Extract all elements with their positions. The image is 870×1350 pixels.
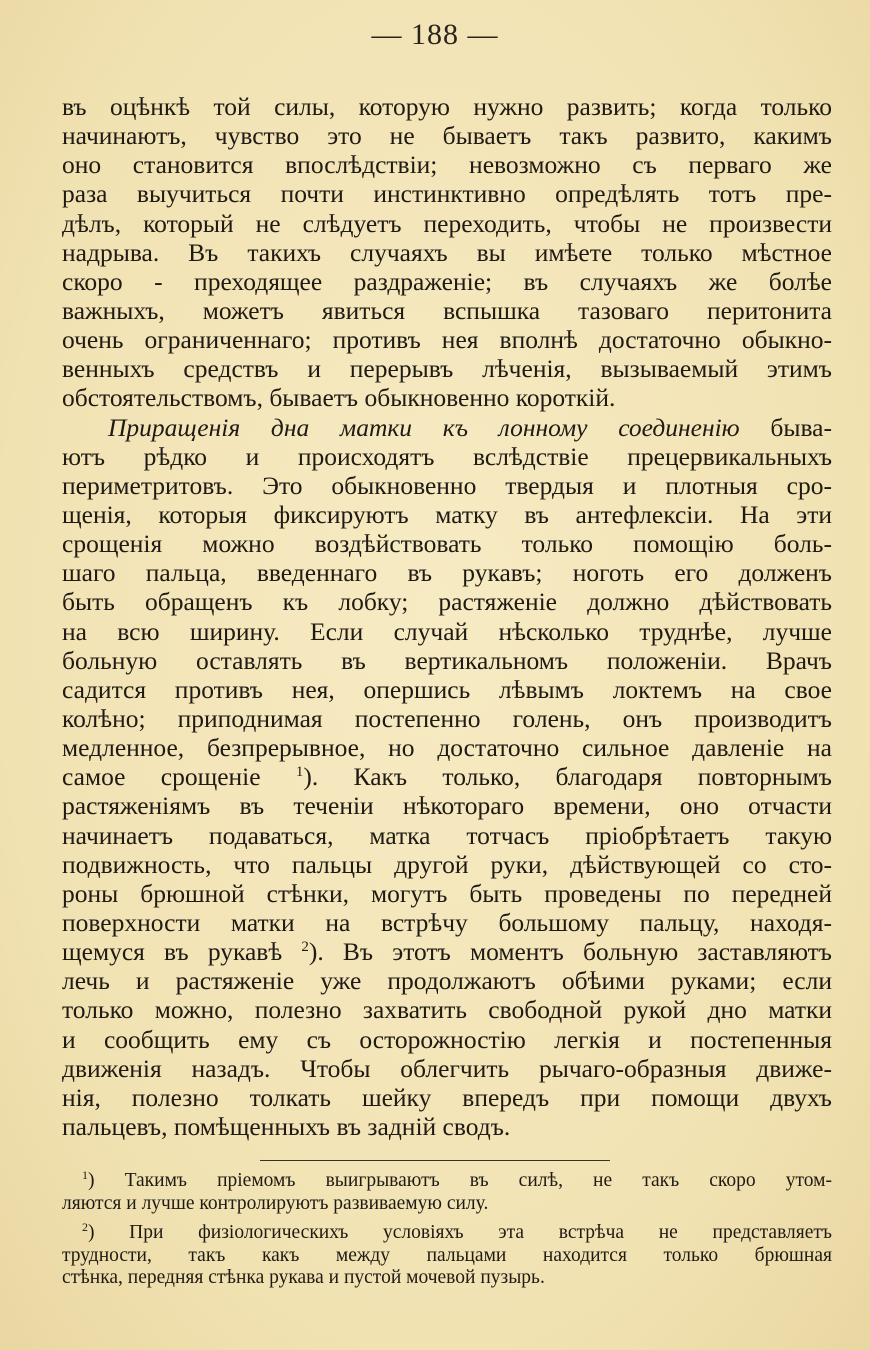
- text-line: щенія, которыя фиксируютъ матку въ антефлексіи. На эти: [62, 499, 832, 529]
- text-line: быть обращенъ къ лобку; растяженіе должно дѣйствовать: [62, 587, 832, 617]
- paragraph-1: [62, 92, 832, 413]
- text-fragment: самое срощеніе: [62, 762, 296, 792]
- footnote-1: [62, 1170, 832, 1193]
- footnote-divider: [260, 1160, 610, 1161]
- text-line: и сообщить ему съ осторожностію легкія и постепенныя: [62, 1024, 832, 1054]
- text-line: садится противъ нея, опершись лѣвымъ локтемъ на свое: [62, 674, 832, 704]
- text-line: движенія назадъ. Чтобы облегчить рычаго-образныя движе-: [62, 1053, 832, 1083]
- section-heading-italic: Приращенія дна матки къ лонному соединенію: [108, 412, 740, 442]
- text-line: пальцевъ, помѣщенныхъ въ задній сводъ.: [62, 1111, 511, 1141]
- text-fragment: быва-: [739, 412, 832, 442]
- text-fragment: ) Такимъ пріемомъ выигрываютъ въ силѣ, не такъ скоро утом-: [88, 1170, 832, 1191]
- text-line: дѣлъ, который не слѣдуетъ переходить, чтобы не произвести: [62, 208, 832, 238]
- text-line: въ оцѣнкѣ той силы, которую нужно развить; когда только: [62, 92, 832, 121]
- footnote-2-line: трудности, такъ какъ между пальцами находится только брюшная: [62, 1244, 832, 1266]
- text-line: шаго пальца, введеннаго въ рукавъ; ноготь его долженъ: [62, 558, 832, 588]
- footnote-ref-2[interactable]: 2: [301, 939, 309, 956]
- footnote-1-mark: 1: [82, 1170, 88, 1182]
- text-line: скоро - преходящее раздраженіе; въ случаяхъ же болѣе: [62, 266, 832, 296]
- text-line: начинаетъ подаваться, матка тотчасъ пріобрѣтаетъ такую: [62, 820, 832, 850]
- text-line: ютъ рѣдко и происходятъ вслѣдствіе прецервикальныхъ: [62, 441, 832, 471]
- footnote-2-line: стѣнка, передняя стѣнка рукава и пустой мочевой пузырь.: [62, 1267, 545, 1288]
- text-line: [62, 762, 832, 791]
- text-line: колѣно; приподнимая постепенно голень, онъ производитъ: [62, 703, 832, 733]
- text-fragment: щемуся въ рукавѣ: [62, 937, 302, 967]
- text-line: важныхъ, можетъ явиться вспышка тазоваго перитонита: [62, 295, 832, 325]
- text-fragment: ). Какъ только, благодаря повторнымъ: [303, 762, 832, 792]
- text-line: [62, 413, 832, 442]
- text-line: начинаютъ, чувство это не бываетъ такъ развито, какимъ: [62, 121, 832, 151]
- page-number: — 188 —: [371, 18, 499, 51]
- main-text: [62, 92, 832, 1141]
- text-line: больную оставлять въ вертикальномъ положеніи. Врачъ: [62, 645, 832, 675]
- text-line: срощенія можно воздѣйствовать только помощію боль-: [62, 529, 832, 559]
- text-line: поверхности матки на встрѣчу большому пальцу, находя-: [62, 907, 832, 937]
- text-line: роны брюшной стѣнки, могутъ быть проведены по передней: [62, 878, 832, 908]
- text-line: оно становится впослѣдствіи; невозможно съ перваго же: [62, 150, 832, 180]
- footnotes: [62, 1170, 832, 1290]
- paragraph-2: [62, 413, 832, 1142]
- text-line: раза выучиться почти инстинктивно опредѣлять тотъ пре-: [62, 179, 832, 209]
- footnote-1-line: ляются и лучше контролируютъ развиваемую силу.: [62, 1192, 489, 1214]
- text-fragment: ) При физіологическихъ условіяхъ эта встрѣча не представляетъ: [88, 1222, 832, 1243]
- text-line: на всю ширину. Если случай нѣсколько труднѣе, лучше: [62, 616, 832, 646]
- text-line: [62, 937, 832, 966]
- text-fragment: ). Въ этотъ моментъ больную заставляютъ: [308, 937, 832, 967]
- text-line: нія, полезно толкать шейку впередъ при помощи двухъ: [62, 1082, 832, 1112]
- text-line: только можно, полезно захватить свободной рукой дно матки: [62, 995, 832, 1025]
- footnote-ref-1[interactable]: 1: [295, 764, 304, 781]
- text-line: очень ограниченнаго; противъ нея вполнѣ достаточно обыкно-: [62, 325, 832, 355]
- footnote-2: [62, 1222, 832, 1245]
- text-line: венныхъ средствъ и перерывъ лѣченія, вызываемый этимъ: [62, 354, 832, 384]
- text-line: надрыва. Въ такихъ случаяхъ вы имѣете только мѣстное: [62, 237, 832, 267]
- text-line: медленное, безпрерывное, но достаточно сильное давленіе на: [62, 733, 832, 763]
- text-line: периметритовъ. Это обыкновенно твердыя и плотныя сро-: [62, 470, 832, 500]
- text-line: обстоятельствомъ, бываетъ обыкновенно короткій.: [62, 383, 616, 413]
- text-line: лечь и растяженіе уже продолжаютъ обѣими руками; если: [62, 966, 832, 996]
- text-line: подвижность, что пальцы другой руки, дѣйствующей со сто-: [62, 849, 832, 879]
- text-line: растяженіямъ въ теченіи нѣкотораго времени, оно отчасти: [62, 791, 832, 821]
- footnote-2-mark: 2: [82, 1222, 88, 1234]
